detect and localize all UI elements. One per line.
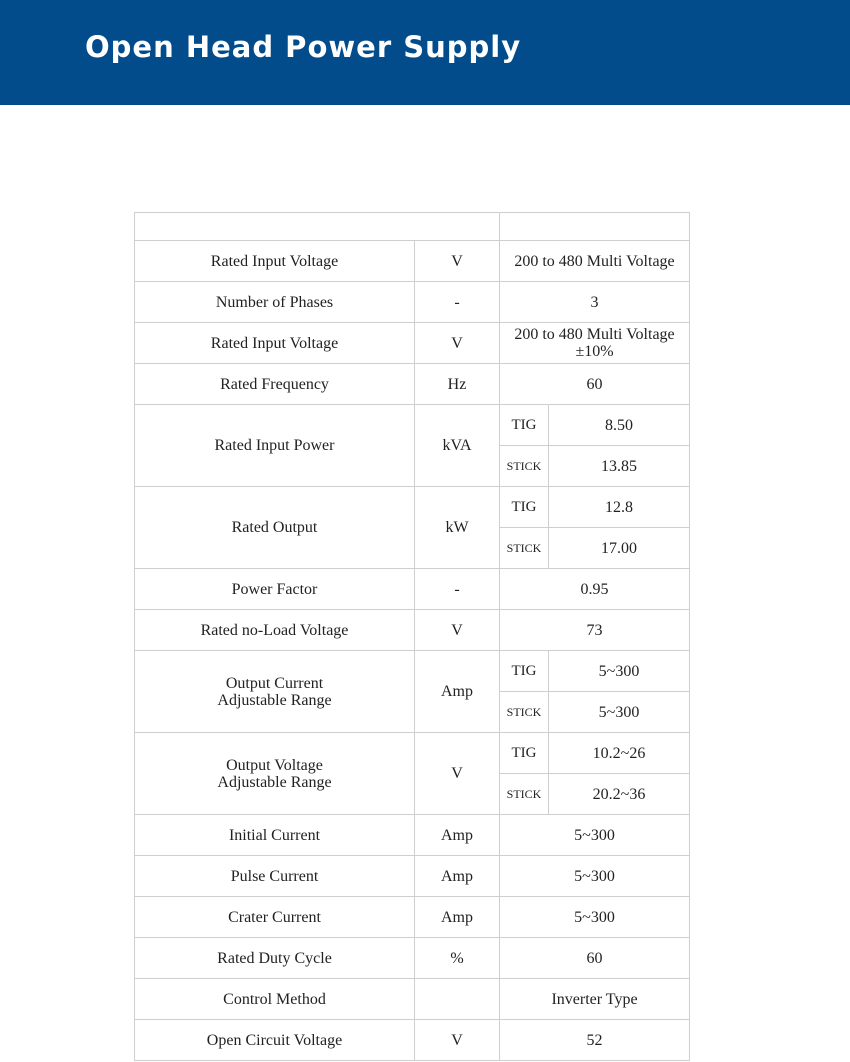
value-cell: 20.2~36 [549,774,690,815]
table-row [135,979,690,1020]
table-row [135,487,690,528]
unit-cell: Amp [415,651,500,733]
mode-cell: STICK [500,446,549,487]
unit-cell: V [415,733,500,815]
unit-cell: Amp [415,897,500,938]
unit-cell: Amp [415,856,500,897]
mode-cell: STICK [500,528,549,569]
value-cell: 52 [500,1020,690,1061]
mode-cell: TIG [500,733,549,774]
header-cell-right [500,213,690,241]
unit-cell: kVA [415,405,500,487]
param-cell: Rated no-Load Voltage [135,610,415,651]
mode-cell: TIG [500,651,549,692]
value-cell: 5~300 [500,815,690,856]
unit-cell: V [415,1020,500,1061]
value-cell: 5~300 [549,651,690,692]
unit-cell: V [415,610,500,651]
param-cell: Power Factor [135,569,415,610]
unit-cell: Hz [415,364,500,405]
param-cell: Rated Output [135,487,415,569]
value-cell: 17.00 [549,528,690,569]
param-cell: Output Current Adjustable Range [135,651,415,733]
param-cell: Rated Input Voltage [135,323,415,364]
param-cell: Number of Phases [135,282,415,323]
unit-cell: V [415,241,500,282]
value-cell: 60 [500,938,690,979]
value-cell: 200 to 480 Multi Voltage [500,241,690,282]
param-cell: Open Circuit Voltage [135,1020,415,1061]
unit-cell: - [415,569,500,610]
value-cell: 10.2~26 [549,733,690,774]
param-cell: Crater Current [135,897,415,938]
param-cell: Initial Current [135,815,415,856]
table-header-row [135,213,690,241]
param-cell: Rated Frequency [135,364,415,405]
value-cell: 12.8 [549,487,690,528]
value-cell: 0.95 [500,569,690,610]
value-cell: 13.85 [549,446,690,487]
table-row [135,282,690,323]
unit-cell: - [415,282,500,323]
page-title: Open Head Power Supply [85,30,522,64]
mode-cell: STICK [500,692,549,733]
table-row [135,733,690,774]
param-cell: Rated Input Power [135,405,415,487]
mode-cell: STICK [500,774,549,815]
table-row [135,938,690,979]
table-row [135,856,690,897]
value-cell: 8.50 [549,405,690,446]
param-cell: Output Voltage Adjustable Range [135,733,415,815]
mode-cell: TIG [500,487,549,528]
unit-cell: V [415,323,500,364]
value-cell: 5~300 [500,897,690,938]
table-row [135,815,690,856]
value-cell: 60 [500,364,690,405]
value-cell: Inverter Type [500,979,690,1020]
table-row [135,1020,690,1061]
table-row [135,897,690,938]
param-cell: Control Method [135,979,415,1020]
value-cell: 200 to 480 Multi Voltage ±10% [500,323,690,364]
table-row [135,569,690,610]
table-row [135,610,690,651]
unit-cell: % [415,938,500,979]
table-row [135,241,690,282]
table-row [135,364,690,405]
table-row [135,405,690,446]
param-cell: Rated Input Voltage [135,241,415,282]
spec-table [134,212,690,1061]
unit-cell [415,979,500,1020]
value-cell: 5~300 [549,692,690,733]
header-cell-left [135,213,500,241]
value-cell: 3 [500,282,690,323]
value-cell: 73 [500,610,690,651]
header-banner [0,0,850,105]
unit-cell: kW [415,487,500,569]
value-cell: 5~300 [500,856,690,897]
table-row [135,323,690,364]
param-cell: Rated Duty Cycle [135,938,415,979]
mode-cell: TIG [500,405,549,446]
table-row [135,651,690,692]
param-cell: Pulse Current [135,856,415,897]
unit-cell: Amp [415,815,500,856]
